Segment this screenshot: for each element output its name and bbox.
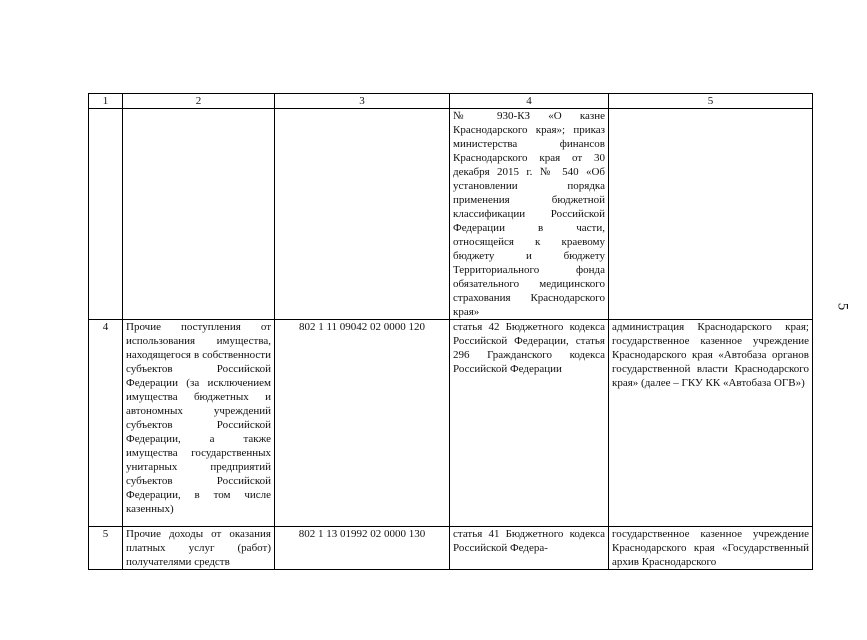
row-number [89, 109, 123, 320]
table-header-row [89, 94, 813, 109]
revenue-name: Прочие доходы от оказания платных услуг (работ) получателями средств [123, 527, 275, 570]
administrator [609, 109, 813, 320]
revenue-table [88, 93, 813, 570]
legal-basis: статья 42 Бюджетного кодекса Российской Федерации, статья 296 Гражданского кодекса Российской Федерации [450, 320, 609, 527]
table-row [89, 109, 813, 320]
page-number: 5 [834, 302, 851, 311]
header-col-5: 5 [609, 94, 813, 109]
table-row [89, 527, 813, 570]
table-row [89, 320, 813, 527]
header-col-4: 4 [450, 94, 609, 109]
row-number: 5 [89, 527, 123, 570]
legal-basis: № 930-КЗ «О казне Краснодарского края»; приказ министерства финансов Краснодарского края от 30 декабря 2015 г. № 540 «Об установлении порядка применения бюджетной классификации Российской Федерации в части, относящейся к краевому бюджету и бюджету Территориального фонда обязательного медицинского страхования Краснодарского края» [450, 109, 609, 320]
header-col-1: 1 [89, 94, 123, 109]
budget-code: 802 1 13 01992 02 0000 130 [275, 527, 450, 570]
legal-basis: статья 41 Бюджетного кодекса Российской Федера- [450, 527, 609, 570]
revenue-name [123, 109, 275, 320]
revenue-name: Прочие поступления от использования имущества, находящегося в собственности субъектов Российской Федерации (за исключением имущества бюджетных и автономных учреждений субъектов Российской Федерации, а также имущества государственных унитарных предприятий субъектов Российской Федерации, в том числе казенных) [123, 320, 275, 527]
budget-code: 802 1 11 09042 02 0000 120 [275, 320, 450, 527]
header-col-3: 3 [275, 94, 450, 109]
budget-code [275, 109, 450, 320]
administrator: администрация Краснодарского края; государственное казенное учреждение Краснодарского края «Автобаза органов государственной власти Краснодарского края» (далее – ГКУ КК «Автобаза ОГВ») [609, 320, 813, 527]
administrator: государственное казенное учреждение Краснодарского края «Государственный архив Краснодарского [609, 527, 813, 570]
row-number: 4 [89, 320, 123, 527]
header-col-2: 2 [123, 94, 275, 109]
